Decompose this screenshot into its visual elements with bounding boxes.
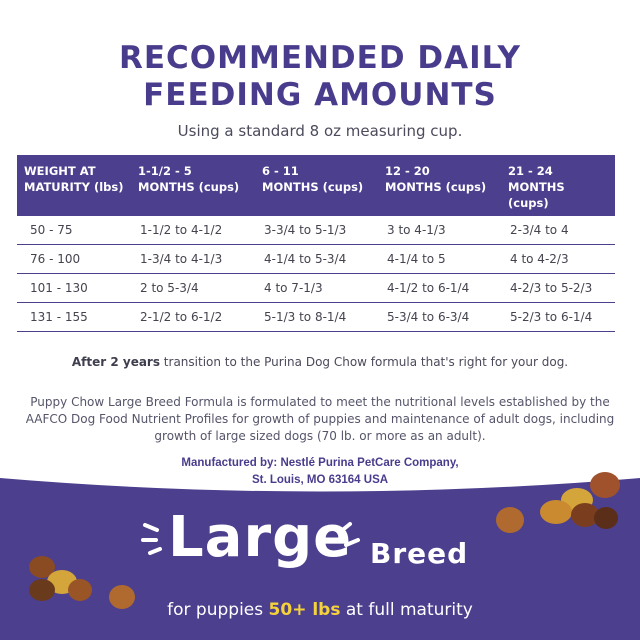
subtitle: Using a standard 8 oz measuring cup. [177,122,463,140]
table-cell: 1-3/4 to 4-1/3 [131,245,255,274]
table-cell: 4-1/2 to 6-1/4 [378,274,501,303]
table-cell: 4-1/4 to 5-3/4 [255,245,378,274]
table-cell: 1-1/2 to 4-1/2 [131,216,255,245]
transition-note [0,355,640,369]
tagline-pre: for puppies [167,600,269,620]
title-line-1: RECOMMENDED DAILY [118,40,522,76]
tagline-post: at full maturity [340,600,473,620]
transition-bold: After 2 years [71,355,160,369]
header-12-20-months: 12 - 20 MONTHS (cups) [385,164,487,194]
tagline [0,600,640,620]
feeding-table [17,155,615,332]
table-cell: 4 to 7-1/3 [255,274,378,303]
table-cell: 2-1/2 to 6-1/2 [131,303,255,332]
transition-text: transition to the Purina Dog Chow formula that's right for your dog. [159,355,569,369]
tagline-highlight: 50+ lbs [268,600,341,620]
table-cell: 4 to 4-2/3 [501,245,615,274]
table-cell: 2 to 5-3/4 [131,274,255,303]
table-cell: 101 - 130 [17,274,131,303]
table-header-row [17,155,615,216]
title-line-2: FEEDING AMOUNTS [143,77,497,113]
table-cell: 76 - 100 [17,245,131,274]
header-21-24-months: 21 - 24 MONTHS (cups) [508,164,565,210]
table-cell: 131 - 155 [17,303,131,332]
table-row [17,274,615,303]
table-cell: 4-1/4 to 5 [378,245,501,274]
breed-heading: Breed [370,537,469,570]
table-cell: 5-1/3 to 8-1/4 [255,303,378,332]
table-cell: 4-2/3 to 5-2/3 [501,274,615,303]
header-weight: WEIGHT AT MATURITY (lbs) [24,164,124,194]
table-row [17,303,615,332]
table-cell: 3-3/4 to 5-1/3 [255,216,378,245]
table-cell: 50 - 75 [17,216,131,245]
table-cell: 2-3/4 to 4 [501,216,615,245]
header-1-5-months: 1-1/2 - 5 MONTHS (cups) [138,164,240,194]
table-cell: 5-3/4 to 6-3/4 [378,303,501,332]
manufacturer-line-1: Manufactured by: Nestlé Purina PetCare Company, [181,457,459,469]
large-heading: Large [168,505,353,570]
table-cell: 5-2/3 to 6-1/4 [501,303,615,332]
table-row [17,245,615,274]
manufacturer-info [0,455,640,489]
table-cell: 3 to 4-1/3 [378,216,501,245]
header-6-11-months: 6 - 11 MONTHS (cups) [262,164,364,194]
table-row [17,216,615,245]
page-title [0,40,640,114]
formula-note: Puppy Chow Large Breed Formula is formulated to meet the nutritional levels established by the AAFCO Dog Food Nutrient Profiles for growth of puppies and maintenance of adult dogs, including growth of large sized dogs (70 lb. or more as an adult). [25,395,615,443]
manufacturer-line-2: St. Louis, MO 63164 USA [251,474,389,486]
